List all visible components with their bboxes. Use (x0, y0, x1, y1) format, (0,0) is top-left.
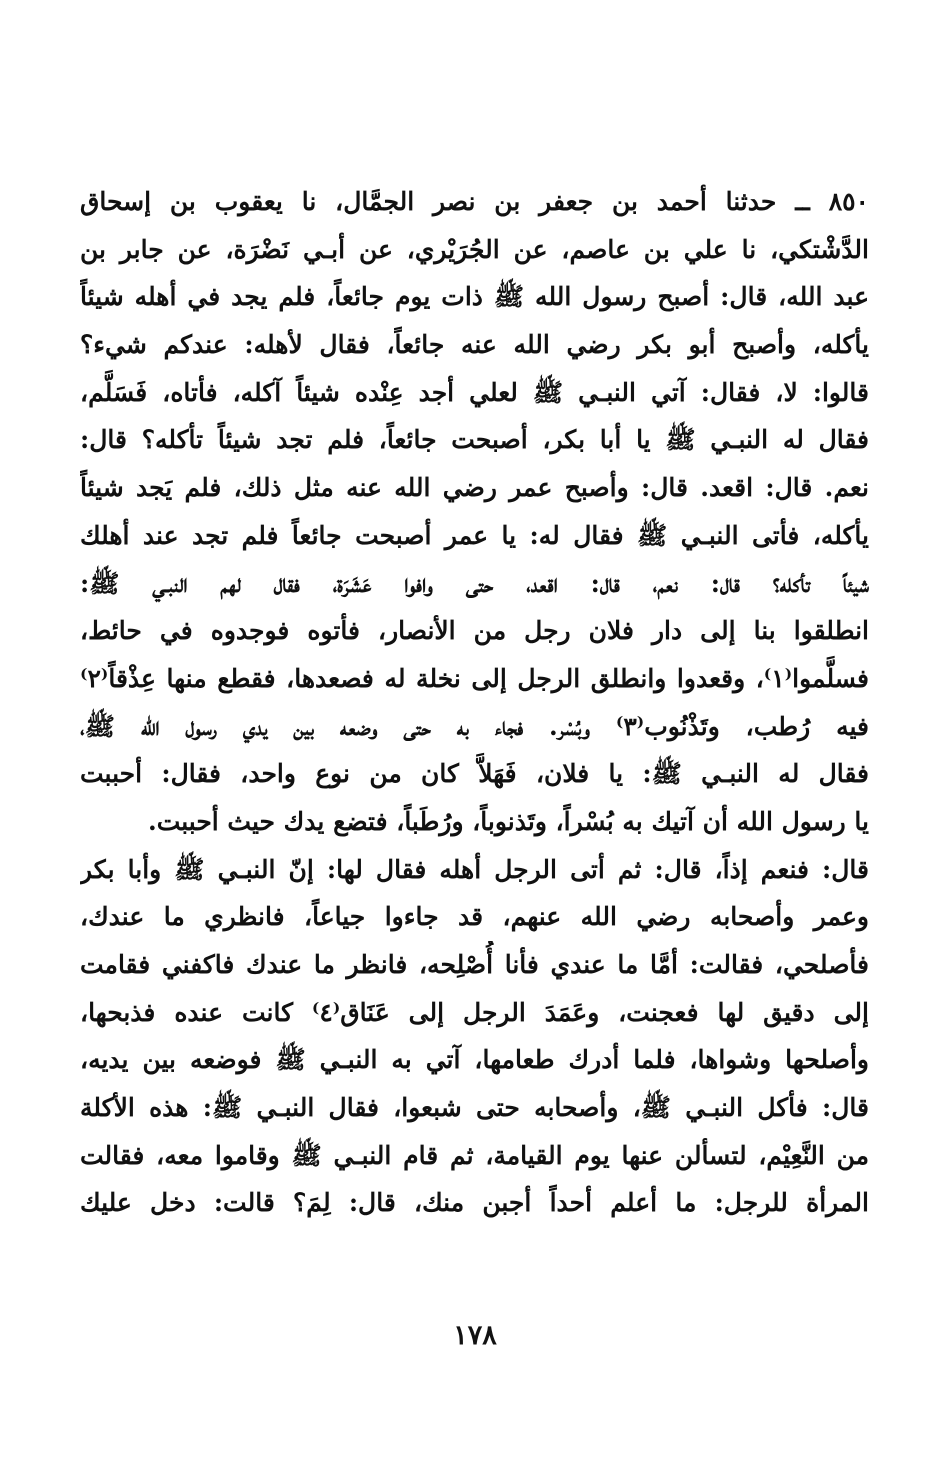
text-line-10: انطلقوا بنا إلى دار فلان رجل من الأنصار، فأتوه فوجدوه في حائط، (80, 616, 869, 646)
text-line-17: فأصلحي، فقالت: أمَّا ما عندي فأنا أُصْلِحه، فانظر ما عندك فاكفني فقامت (80, 950, 869, 979)
text-line-20: قال: فأكل النبـي ﷺ، وأصحابه حتى شبعوا، فقال النبـي ﷺ: هذه الأكلة (80, 1093, 869, 1123)
text-line-22: المرأة للرجل: ما أعلم أحداً أجبن منك، قال: لِمَ؟ قالت: دخل عليك (80, 1188, 869, 1218)
text-line-8: يأكله، فأتى النبـي ﷺ فقال له: يا عمر أصبحت جائعاً فلم تجد عند أهلك (80, 520, 869, 550)
text-line-4: يأكله، وأصبح أبو بكر رضي الله عنه جائعاً، فقال لأهله: عندكم شيء؟ (80, 330, 869, 360)
text-line-18: إلى دقيق لها فعجنت، وعَمَدَ الرجل إلى عَنَاق⁽٤⁾ كانت عنده فذبحها، (80, 997, 869, 1027)
text-line-2: الدَّشْتكي، نا علي بن عاصم، عن الجُرَيْري، عن أبـي نَضْرَة، عن جابر بن (80, 234, 869, 264)
text-line-9: شيئاً تأكله؟ قال: نعم، قال: اقعد، حتى وافوا عَشَرَة، فقال لهم النبـي ﷺ: (80, 568, 869, 598)
text-line-19: وأصلحها وشواها، فلما أدرك طعامها، آتي به النبـي ﷺ فوضعه بين يديه، (80, 1045, 869, 1075)
text-line-14: يا رسول الله أن آتيك به بُسْراً، وتَذنوباً، ورُطَباً، فتضع يدك حيث أحببت. (147, 806, 869, 836)
text-line-11: فسلَّموا⁽١⁾، وقعدوا وانطلق الرجل إلى نخلة له فصعدها، فقطع منها عِذْقاً⁽٢⁾ (80, 663, 869, 693)
text-line-16: وعمر وأصحابه رضي الله عنهم، قد جاءوا جياعاً، فانظري ما عندك، (80, 902, 869, 932)
page-number: ١٧٨ (453, 1320, 497, 1351)
hadith-text-block (80, 178, 869, 1227)
text-line-13: فقال له النبـي ﷺ: يا فلان، فَهَلاَّ كان من نوع واحد، فقال: أحببت (80, 759, 869, 789)
text-line-6: فقال له النبـي ﷺ يا أبا بكر، أصبحت جائعاً، فلم تجد شيئاً تأكله؟ قال: (80, 425, 869, 455)
text-line-21: من النَّعِيْم، لتسألن عنها يوم القيامة، ثم قام النبـي ﷺ وقاموا معه، فقالت (80, 1140, 869, 1170)
text-line-7: نعم. قال: اقعد. قال: وأصبح عمر رضي الله عنه مثل ذلك، فلم يَجد شيئاً (80, 473, 869, 503)
text-line-1: ٨٥٠ ــ حدثنا أحمد بن جعفر بن نصر الجمَّال، نا يعقوب بن إسحاق (80, 187, 869, 216)
text-line-15: قال: فنعم إذاً، قال: ثم أتى الرجل أهله فقال لها: إنّ النبـي ﷺ وأبا بكر (80, 854, 869, 884)
text-line-3: عبد الله، قال: أصبح رسول الله ﷺ ذات يوم جائعاً، فلم يجد في أهله شيئاً (80, 282, 869, 312)
text-line-12: فيه رُطب، وتَذْنُوب⁽٣⁾ وبُسْر. فجاء به حتى وضعه بين يدي رسول الله ﷺ، (80, 711, 869, 741)
text-line-5: قالوا: لا، فقال: آتي النبـي ﷺ لعلي أجد عِنْده شيئاً آكله، فأتاه، فَسَلَّم، (80, 377, 869, 407)
